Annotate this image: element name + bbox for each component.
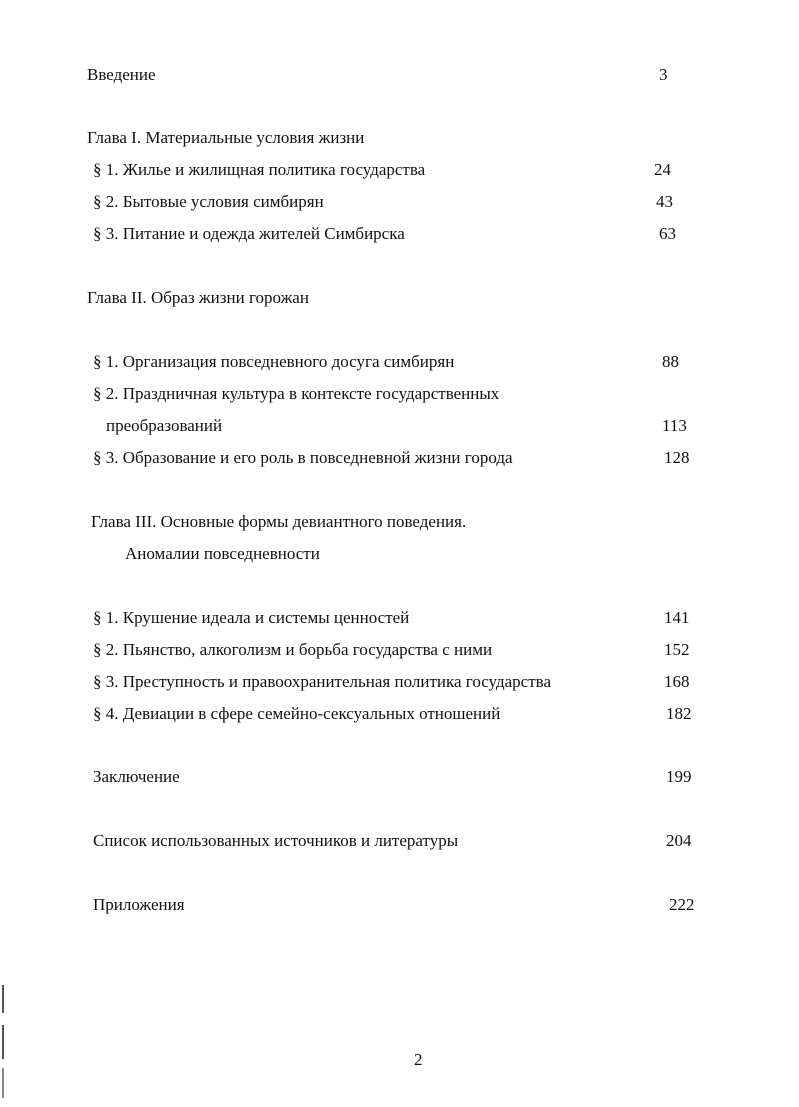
toc-sources-page: 204	[666, 831, 692, 850]
scan-mark-top	[2, 985, 4, 1013]
toc-ch1-section-2-title: § 2. Бытовые условия симбирян	[93, 192, 324, 211]
toc-ch2-section-2-title-line-2: преобразований	[106, 416, 223, 435]
toc-chapter-1-title: Глава I. Материальные условия жизни	[87, 128, 365, 147]
toc-ch1-section-1-page: 24	[654, 160, 671, 179]
toc-chapter-2-title: Глава II. Образ жизни горожан	[87, 288, 309, 307]
toc-intro-page: 3	[659, 65, 668, 84]
toc-ch1-section-1-title: § 1. Жилье и жилищная политика государства	[93, 160, 426, 179]
toc-conclusion-page: 199	[666, 767, 692, 786]
toc-ch1-section-2-page: 43	[656, 192, 673, 211]
toc-ch2-section-2-title-line-1: § 2. Праздничная культура в контексте государственных	[93, 384, 500, 403]
toc-ch2-section-3-title: § 3. Образование и его роль в повседневной жизни города	[93, 448, 513, 467]
toc-ch3-section-3-title: § 3. Преступность и правоохранительная политика государства	[93, 672, 552, 691]
toc-ch3-section-2-title: § 2. Пьянство, алкоголизм и борьба государства с ними	[93, 640, 493, 659]
toc-ch2-section-1-page: 88	[662, 352, 679, 371]
toc-ch3-section-1-page: 141	[664, 608, 690, 627]
toc-ch1-section-3-title: § 3. Питание и одежда жителей Симбирска	[93, 224, 405, 243]
toc-intro-title: Введение	[87, 65, 156, 84]
toc-chapter-3-title-line-1: Глава III. Основные формы девиантного поведения.	[91, 512, 467, 531]
page-number: 2	[414, 1050, 423, 1069]
scan-mark-bottom	[2, 1068, 4, 1098]
toc-appendix-title: Приложения	[93, 895, 185, 914]
toc-ch3-section-4-title: § 4. Девиации в сфере семейно-сексуальных отношений	[93, 704, 501, 723]
toc-ch3-section-2-page: 152	[664, 640, 690, 659]
toc-ch3-section-3-page: 168	[664, 672, 690, 691]
toc-appendix-page: 222	[669, 895, 695, 914]
toc-sources-title: Список использованных источников и литературы	[93, 831, 459, 850]
toc-ch3-section-1-title: § 1. Крушение идеала и системы ценностей	[93, 608, 410, 627]
toc-conclusion-title: Заключение	[93, 767, 180, 786]
toc-ch1-section-3-page: 63	[659, 224, 676, 243]
toc-chapter-3-title-line-2: Аномалии повседневности	[125, 544, 320, 563]
toc-ch2-section-3-page: 128	[664, 448, 690, 467]
toc-ch3-section-4-page: 182	[666, 704, 692, 723]
scan-mark-middle	[2, 1025, 4, 1059]
toc-ch2-section-1-title: § 1. Организация повседневного досуга симбирян	[93, 352, 455, 371]
toc-ch2-section-2-page: 113	[662, 416, 687, 435]
